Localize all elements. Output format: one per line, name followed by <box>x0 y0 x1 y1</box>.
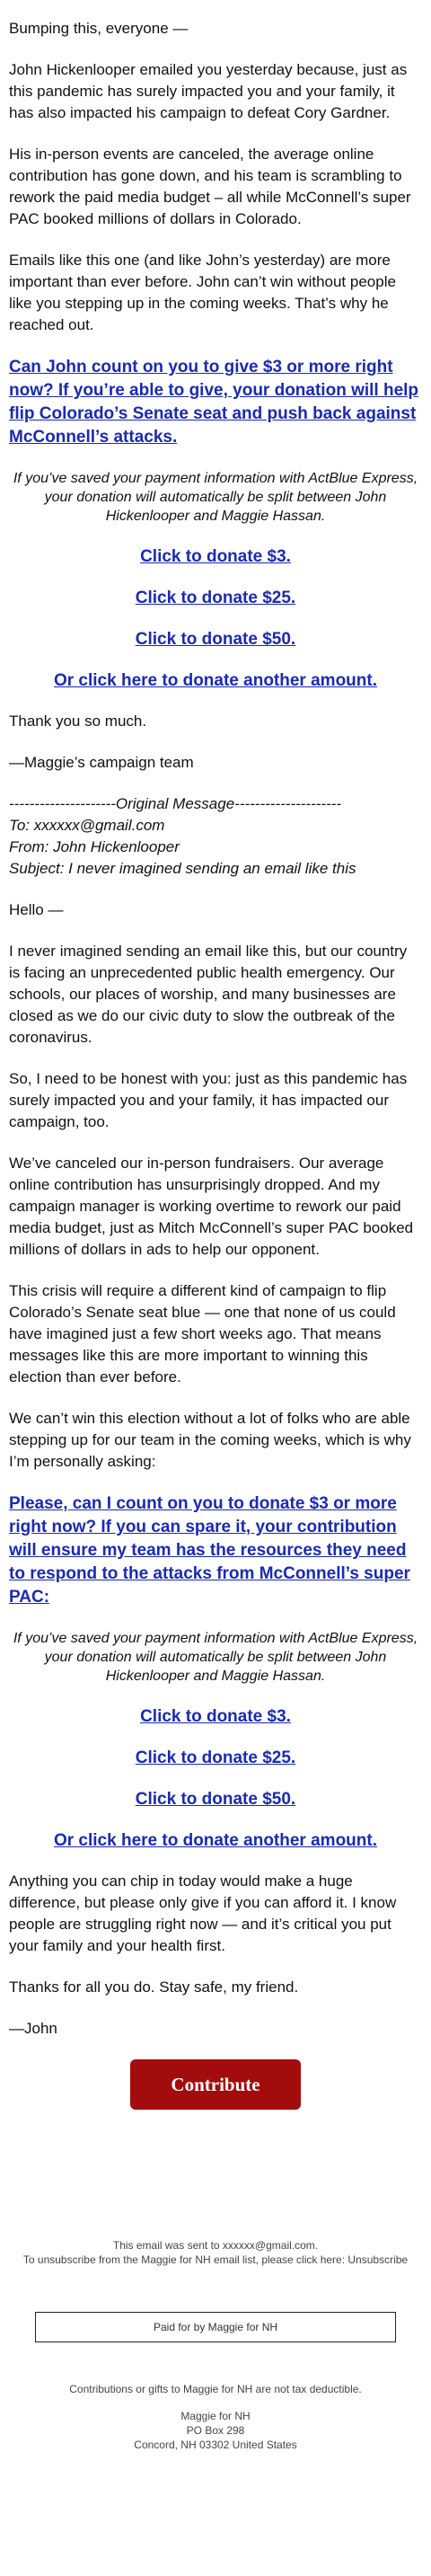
footer-tax-note: Contributions or gifts to Maggie for NH are not tax deductible. <box>69 2383 362 2395</box>
footer-address-line: Concord, NH 03302 United States <box>134 2439 297 2451</box>
body-paragraph: We’ve canceled our in-person fundraisers. Our average online contribution has unsurprisingly dropped. And my campaign manager is working overtime to rework our paid media budget, just as Mitch McConnell’s super PAC booked millions of dollars in ads to help our opponent. <box>9 1155 414 1258</box>
signoff-john: —John <box>9 2020 57 2037</box>
donation-ask-link[interactable]: Can John count on you to give $3 or more right now? If you’re able to give, your donation will help flip Colorado’s Senate seat and push back against McConnell’s attacks. <box>9 358 419 447</box>
paid-for-box: Paid for by Maggie for NH <box>35 2312 396 2342</box>
closing-paragraph: Anything you can chip in today would make a huge difference, but please only give if you can afford it. I know people are struggling right now — and it’s critical you put your family and your health first. <box>9 1872 397 1954</box>
closing-paragraph: Thanks for all you do. Stay safe, my friend. <box>9 1978 299 1996</box>
donate-3-link[interactable]: Click to donate $3. <box>140 1707 291 1726</box>
opening-line: Bumping this, everyone — <box>9 20 189 37</box>
donate-other-link[interactable]: Or click here to donate another amount. <box>53 671 377 690</box>
body-paragraph: This crisis will require a different kind of campaign to flip Colorado’s Senate seat blue — one that none of us could have imagined just a few short weeks ago. That means messages like this are more important to winning this election than ever before. <box>9 1282 396 1385</box>
donate-50-link[interactable]: Click to donate $50. <box>135 1790 296 1809</box>
actblue-note: If you’ve saved your payment information with ActBlue Express, your donation will automatically be split between John Hickenlooper and Maggie Hassan. <box>13 1631 418 1684</box>
footer-address-line: Maggie for NH <box>180 2410 251 2422</box>
donate-25-link[interactable]: Click to donate $25. <box>135 1748 296 1767</box>
actblue-note: If you’ve saved your payment information with ActBlue Express, your donation will automatically be split between John Hickenlooper and Maggie Hassan. <box>13 471 418 524</box>
intro-paragraph: Emails like this one (and like John’s yesterday) are more important than ever before. John can’t win without people like you stepping up in the coming weeks. That’s why he reached out. <box>9 252 396 333</box>
body-paragraph: So, I need to be honest with you: just as this pandemic has surely impacted you and your family, it has impacted our campaign, too. <box>9 1070 408 1130</box>
donate-25-link[interactable]: Click to donate $25. <box>135 589 296 607</box>
footer-unsubscribe[interactable]: To unsubscribe from the Maggie for NH email list, please click here: Unsubscribe <box>22 2253 409 2266</box>
intro-paragraph: His in-person events are canceled, the average online contribution has gone down, and his team is scrambling to rework the paid media budget – all while McConnell’s super PAC booked millions of dollars in Colorado. <box>9 146 411 227</box>
original-message-divider: ---------------------Original Message--------------------- <box>9 795 342 812</box>
donate-other-link[interactable]: Or click here to donate another amount. <box>53 1831 377 1850</box>
footer-sent-to: This email was sent to xxxxxx@gmail.com. <box>112 2239 319 2252</box>
donation-ask-link[interactable]: Please, can I count on you to donate $3 or more right now? If you can spare it, your contribution will ensure my team has the resources they need to respond to the attacks from McConnell’s super PAC: <box>9 1494 410 1607</box>
intro-paragraph: John Hickenlooper emailed you yesterday because, just as this pandemic has surely impacted you and your family, it has also impacted his campaign to defeat Cory Gardner. <box>9 61 408 121</box>
original-from: From: John Hickenlooper <box>9 838 180 855</box>
original-message-header <box>9 793 422 880</box>
donate-3-link[interactable]: Click to donate $3. <box>140 547 291 566</box>
contribute-row <box>9 2059 422 2110</box>
greeting: Hello — <box>9 901 64 918</box>
original-to: To: xxxxxx@gmail.com <box>9 817 165 834</box>
signoff-team: —Maggie’s campaign team <box>9 754 194 771</box>
body-paragraph: I never imagined sending an email like this, but our country is facing an unprecedented public health emergency. Our schools, our places of worship, and many businesses are closed as we do our civic duty to slow the outbreak of the coronavirus. <box>9 943 408 1046</box>
contribute-button[interactable]: Contribute <box>130 2059 301 2110</box>
body-paragraph: We can’t win this election without a lot of folks who are able stepping up for our team in the coming weeks, which is why I’m personally asking: <box>9 1410 411 1470</box>
footer-address-line: PO Box 298 <box>186 2424 245 2437</box>
original-subject: Subject: I never imagined sending an email like this <box>9 860 356 877</box>
thanks-line: Thank you so much. <box>9 713 147 730</box>
donate-50-link[interactable]: Click to donate $50. <box>135 630 296 649</box>
